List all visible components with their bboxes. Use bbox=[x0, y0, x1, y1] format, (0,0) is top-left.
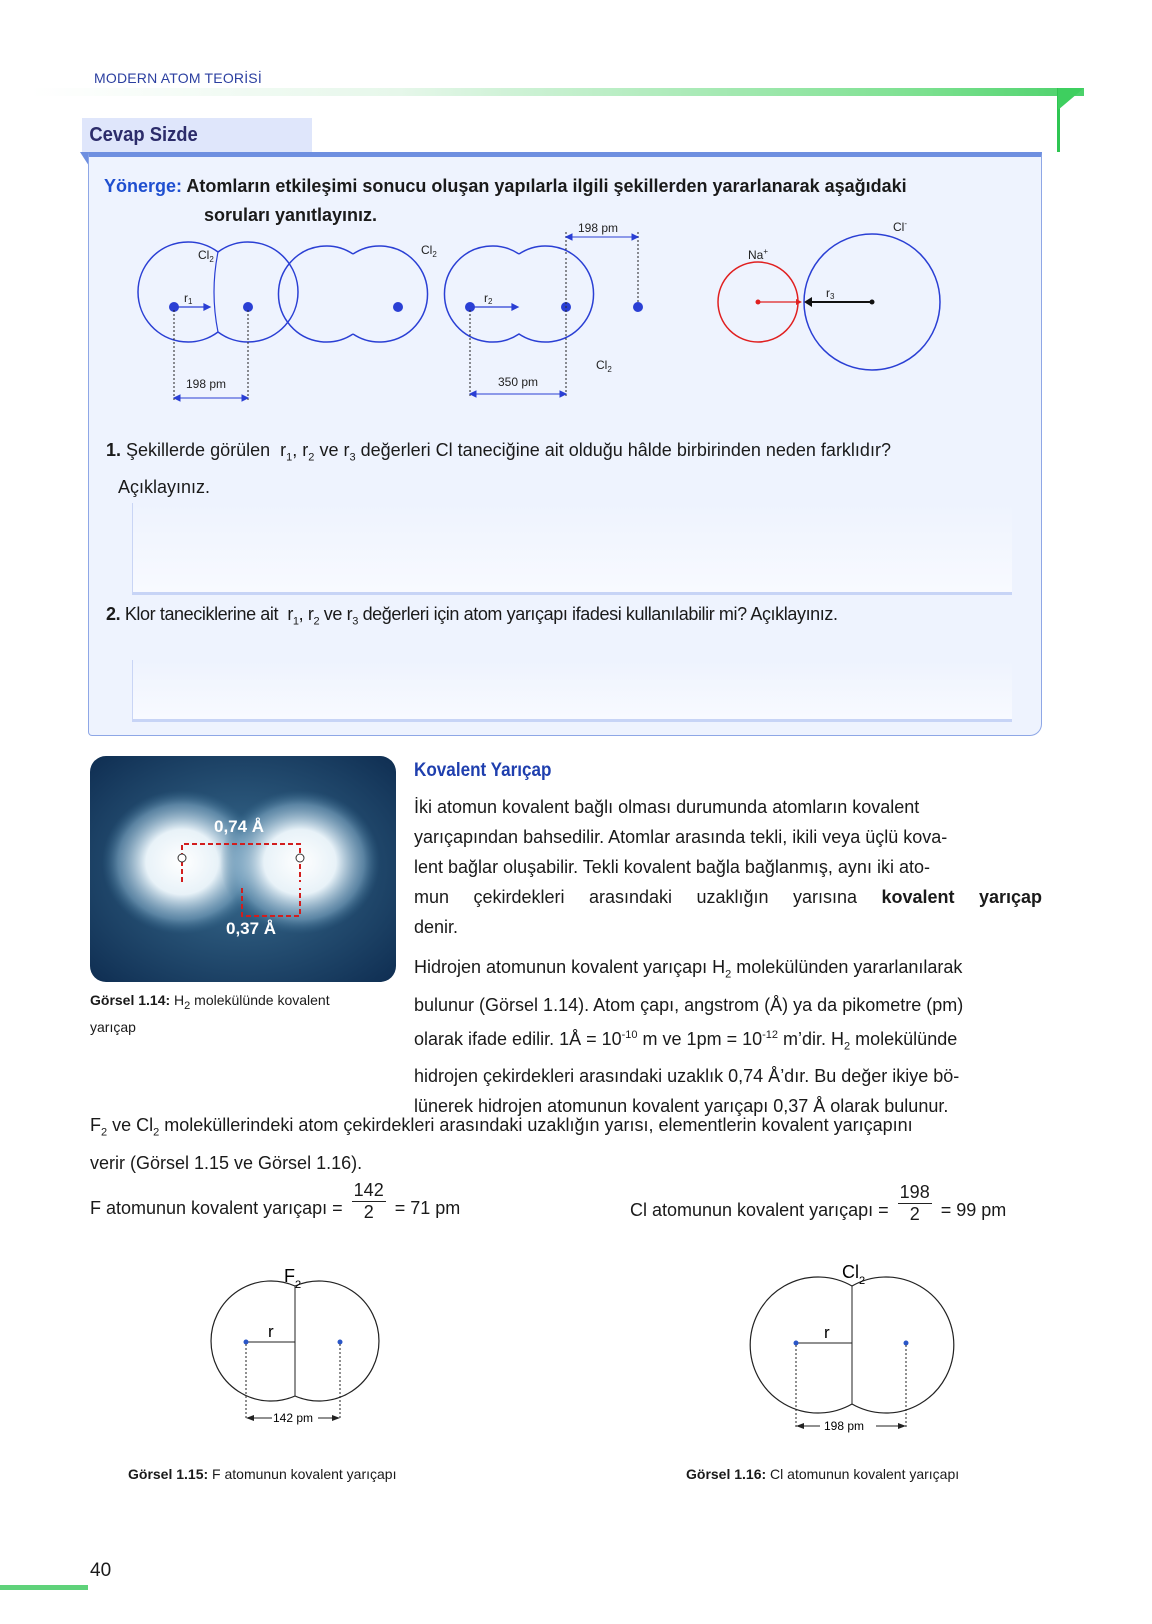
answer-field-2[interactable] bbox=[132, 660, 1012, 722]
label-cl-ion: Cl bbox=[893, 222, 905, 234]
label-198pm-1: 198 pm bbox=[186, 377, 227, 391]
answer-field-1[interactable] bbox=[132, 503, 1012, 595]
instruction-text: Atomların etkileşimi sonucu oluşan yapılarla ilgili şekillerden yararlanarak aşağıdaki bbox=[186, 176, 907, 196]
section-paragraph-1: İki atomun kovalent bağlı olması durumunda atomların kovalent yarıçapından bahsedilir. Atomlar arasında tekli, ikili veya üçlü kova- lent bağlar oluşabilir. Tekli kovalent bağla bağlanmış, aynı iki ato- mun çekirdekleri arasındaki uzaklığın yarısına kovalent yarıçap denir. bbox=[414, 797, 1042, 937]
instruction-label: Yönerge: bbox=[104, 176, 183, 196]
cl2-dist: 198 pm bbox=[824, 1419, 865, 1433]
f2-r-label: r bbox=[268, 1322, 274, 1341]
cl2-r-label: r bbox=[824, 1323, 830, 1342]
question-2: 2. Klor taneciklerine ait $r_1$, $r_2$ ve $r_3$ değerleri için atom yarıçapı ifadesi kullanılabilir mi? Açıklayınız. bbox=[106, 604, 838, 628]
cevap-sizde-tab: Cevap Sizde bbox=[82, 118, 312, 152]
label-350pm: 350 pm bbox=[498, 375, 539, 389]
svg-text:F2: $F_2$ bbox=[284, 1266, 302, 1291]
f2-dist: 142 pm bbox=[273, 1411, 314, 1425]
svg-text:Cl2: $Cl_2$ bbox=[842, 1262, 866, 1287]
question-1: 1. Şekillerde görülen $r_1$, $r_2$ ve $r_3$ değerleri Cl taneciğine ait olduğu hâlde birbirinden neden farklıdır? Açıklayınız. bbox=[106, 440, 891, 497]
instruction-text-2: soruları yanıtlayınız. bbox=[204, 205, 378, 225]
caption-1-14: Görsel 1.14: $H_2$ molekülünde kovalent yarıçap bbox=[90, 992, 330, 1035]
caption-1-15: Görsel 1.15: F atomunun kovalent yarıçapı bbox=[128, 1466, 397, 1482]
chapter-title: MODERN ATOM TEORİSİ bbox=[94, 70, 262, 86]
svg-text:Cl2: $Cl_2$ bbox=[198, 248, 214, 264]
label-na: Na bbox=[748, 248, 764, 262]
label-r1: r bbox=[184, 291, 188, 305]
svg-text:r2: r2 bbox=[484, 291, 493, 306]
h2-label-037: 0,37 Å bbox=[226, 919, 277, 938]
svg-text:Cl-: Cl- bbox=[893, 222, 908, 234]
page-number-rule bbox=[0, 1585, 88, 1590]
svg-text:r1: r1 bbox=[184, 291, 193, 306]
cl2-molecule-3 bbox=[444, 246, 593, 342]
h2-label-074: 0,74 Å bbox=[214, 817, 265, 836]
f2-figure bbox=[180, 1258, 420, 1438]
f2-label: F bbox=[284, 1266, 295, 1286]
section-paragraph-2: Hidrojen atomunun kovalent yarıçapı $H_2$ molekülünden yararlanılarak bulunur (Görsel 1.14). Atom çapı, angstrom (Å) ya da pikometre (pm) olarak ifade edilir. 1Å = $10^{-10}$ m ve $1pm = 10^{-12}$ m’dir. $H_2$ molekülünde hidrojen çekirdekleri arasındaki uzaklık 0,74 Å’dır. Bu değer ikiye bö- lünerek hidrojen atomunun kovalent yarıçapı 0,37 Å olarak bulunur. bbox=[414, 957, 964, 1117]
header-rule bbox=[30, 88, 1084, 96]
label-r3: r bbox=[826, 286, 830, 300]
cl2-figure bbox=[720, 1256, 1020, 1446]
header-flag bbox=[1058, 88, 1084, 110]
svg-text:Cl2: $Cl_2$ bbox=[596, 358, 612, 374]
section-title: Kovalent Yarıçap bbox=[414, 760, 552, 781]
formula-f: F atomunun kovalent yarıçapı = $\frac{142}{2}$ = 71 pm bbox=[90, 1180, 461, 1222]
cl2-molecule-1 bbox=[138, 242, 298, 342]
label-r2: r bbox=[484, 291, 488, 305]
page-number: 40 bbox=[90, 1560, 112, 1581]
svg-text:Cl2: $Cl_2$ bbox=[421, 243, 437, 259]
label-198pm-2: 198 pm bbox=[578, 222, 619, 235]
formula-cl: Cl atomunun kovalent yarıçapı = $\frac{198}{2}$ = 99 pm bbox=[630, 1182, 1007, 1224]
label-cl2-1: Cl bbox=[198, 248, 210, 262]
svg-text:Na+: Na+ bbox=[748, 247, 769, 262]
bond-radius-figure bbox=[118, 222, 998, 422]
caption-1-16: Görsel 1.16: Cl atomunun kovalent yarıçapı bbox=[686, 1466, 960, 1482]
cl2-label: Cl bbox=[842, 1262, 859, 1282]
label-cl2-3: Cl bbox=[596, 358, 608, 372]
label-cl2-2: Cl bbox=[421, 243, 433, 257]
cl2-molecule-2 bbox=[278, 246, 353, 342]
full-paragraph: $F_2$ ve $Cl_2$ moleküllerindeki atom çekirdekleri arasındaki uzaklığın yarısı, elementlerin kovalent yarıçapını verir (Görsel 1.15 ve Görsel 1.16). bbox=[90, 1115, 913, 1173]
h2-molecule-image bbox=[90, 756, 396, 982]
svg-text:r3: r3 bbox=[826, 286, 835, 301]
